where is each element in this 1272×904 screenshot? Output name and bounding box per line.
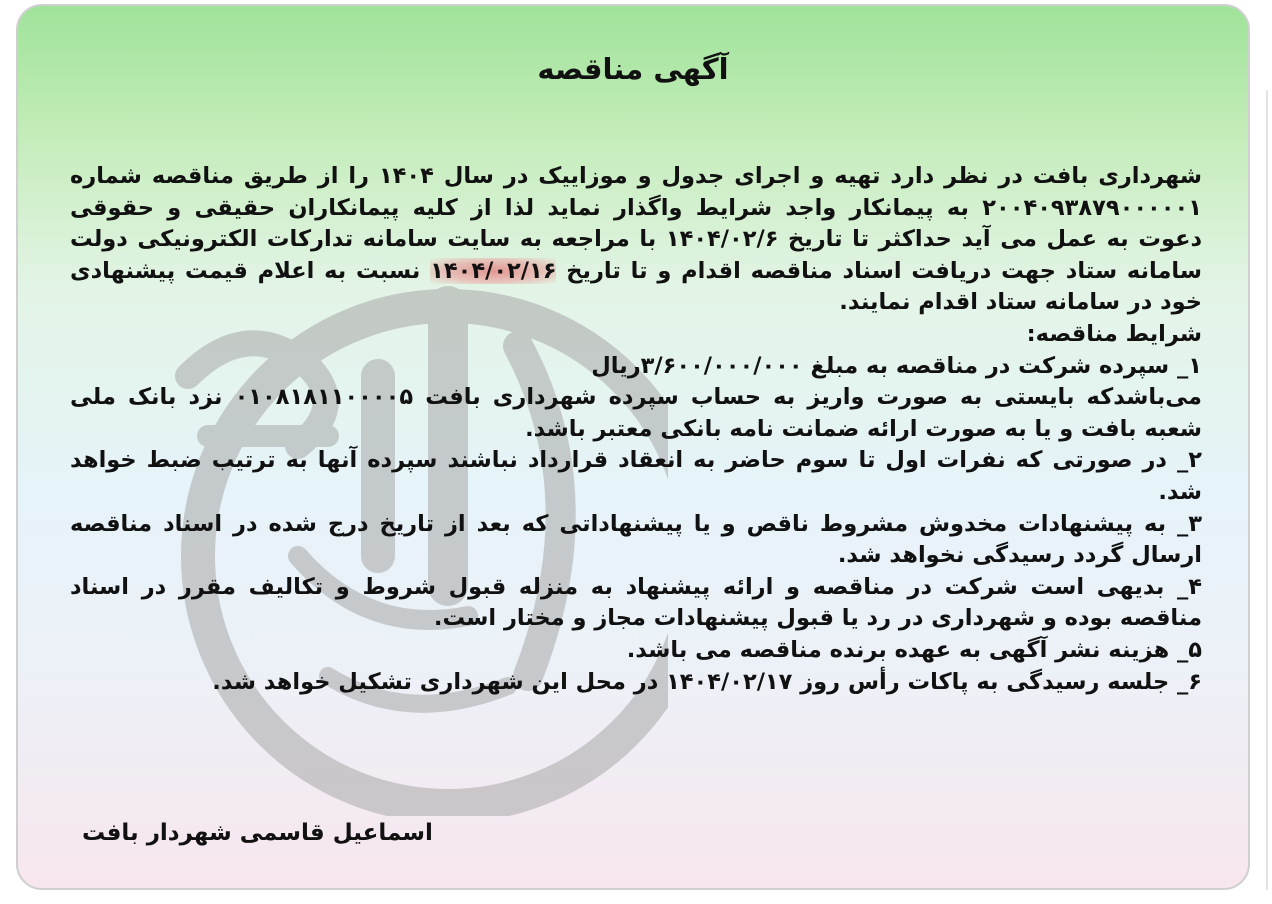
highlighted-deadline-date: ۱۴۰۴/۰۲/۱۶ — [430, 257, 557, 284]
condition-item: ۵_ هزینه نشر آگهی به عهده برنده مناقصه می باشد. — [626, 636, 1202, 663]
page-edge-rule — [1266, 90, 1268, 890]
condition-item: ۶_ جلسه رسیدگی به پاکات رأس روز ۱۴۰۴/۰۲/۱۷ در محل این شهرداری تشکیل خواهد شد. — [212, 668, 1202, 695]
intro-text-part2: نسبت به اعلام قیمت پیشنهادی خود در سامانه ستاد اقدام نمایند. — [70, 257, 1202, 316]
conditions-heading: شرایط مناقصه: — [1026, 320, 1202, 347]
condition-item: می‌باشدکه بایستی به صورت واریز به حساب سپرده شهرداری بافت ۰۱۰۸۱۸۱۱۰۰۰۰۵ نزد بانک ملی شعبه بافت و یا به صورت ارائه ضمانت نامه بانکی معتبر باشد. — [70, 384, 1202, 442]
condition-item: ۳_ به پیشنهادات مخدوش مشروط ناقص و یا پیشنهاداتی که بعد از تاریخ درج شده در اسناد مناقصه ارسال گردد رسیدگی نخواهد شد. — [70, 510, 1202, 569]
intro-text-part1: شهرداری بافت در نظر دارد تهیه و اجرای جدول و موزاییک در سال ۱۴۰۴ را از طریق مناقصه شماره ۲۰۰۴۰۹۳۸۷۹۰۰۰۰۰۱ به پیمانکار واجد شرایط واگذار نماید لذا از کلیه پیمانکاران حقیقی و حقوقی دعوت به عمل می آید حداکثر تا تاریخ ۱۴۰۴/۰۲/۶ با مراجعه به سایت سامانه تدارکات الکترونیکی دولت سامانه ستاد جهت دریافت اسناد مناقصه اقدام و تا تاریخ — [70, 163, 1203, 284]
notice-frame — [16, 4, 1250, 890]
notice-title: آگهی مناقصه — [537, 52, 729, 86]
intro-paragraph — [70, 161, 1202, 319]
condition-item: ۴_ بدیهی است شرکت در مناقصه و ارائه پیشنهاد به منزله قبول شروط و تکالیف مقرر در اسناد مناقصه بوده و شهرداری در رد یا قبول پیشنهادات مجاز و مختار است. — [70, 573, 1202, 632]
notice-body — [70, 161, 1202, 698]
condition-item: ۱_ سپرده شرکت در مناقصه به مبلغ ۳/۶۰۰/۰۰۰/۰۰۰ریال — [591, 352, 1202, 379]
signature: اسماعیل قاسمی شهردار بافت — [82, 820, 433, 846]
condition-item: ۲_ در صورتی که نفرات اول تا سوم حاضر به انعقاد قرارداد نباشند سپرده آنها به ترتیب ضبط خواهد شد. — [70, 447, 1202, 505]
